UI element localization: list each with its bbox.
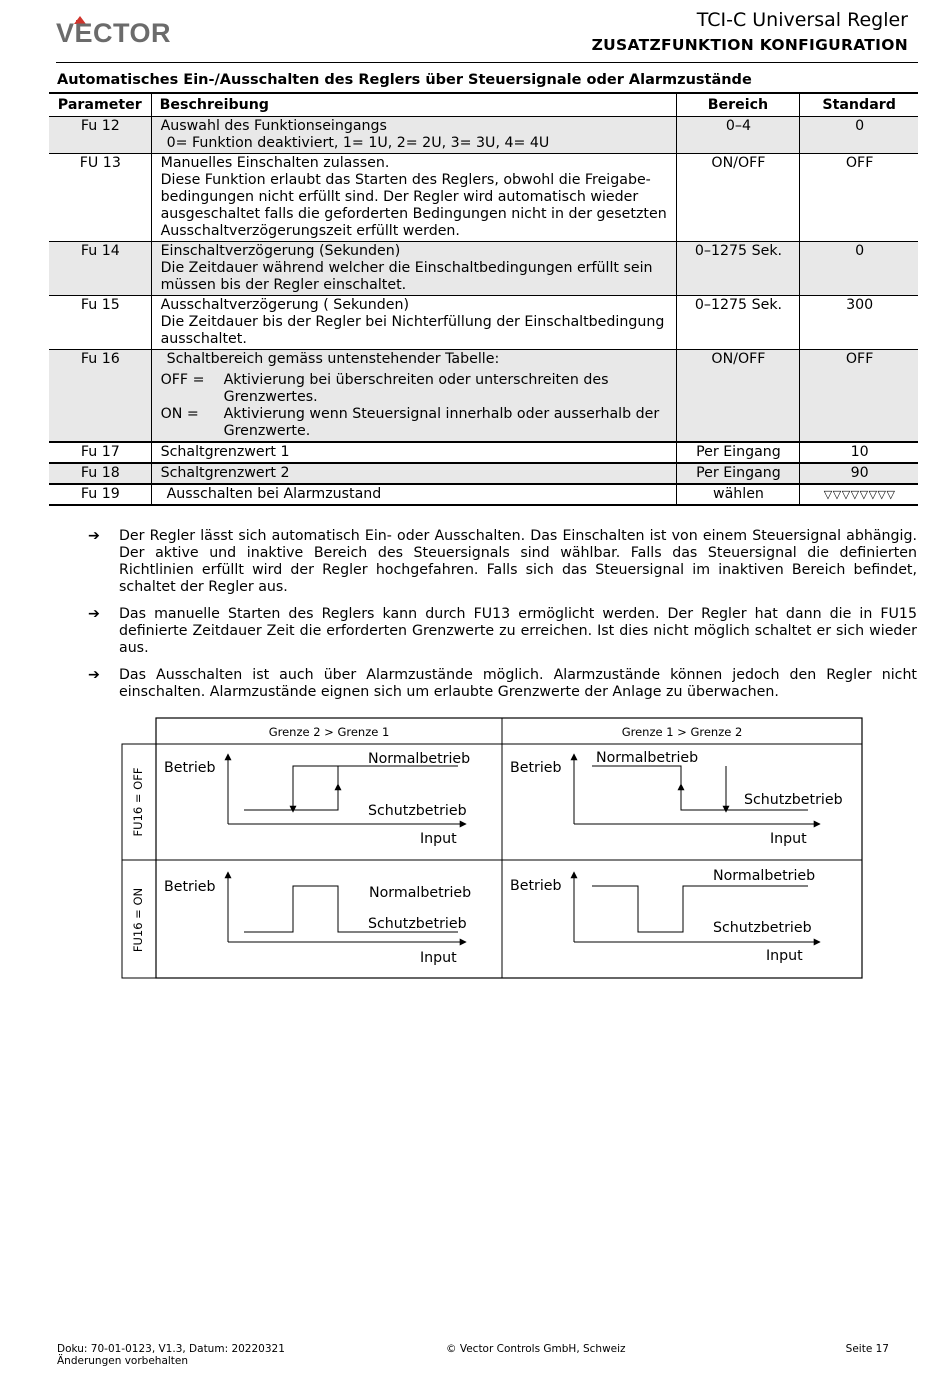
footer-changes: Änderungen vorbehalten <box>57 1355 189 1367</box>
option-key: OFF = <box>160 372 205 388</box>
parameter-table <box>49 92 918 506</box>
param-id: Fu 17 <box>49 442 151 463</box>
param-description <box>151 484 676 505</box>
arrow-icon: ➔ <box>88 606 100 622</box>
param-range: ON/OFF <box>676 154 800 242</box>
table-header-row <box>49 93 918 117</box>
arrow-icon: ➔ <box>88 528 100 544</box>
schutz-label: Schutzbetrieb <box>744 792 843 808</box>
param-range: 0–1275 Sek. <box>676 242 800 296</box>
param-default: ▽▽▽▽▽▽▽▽ <box>800 484 918 505</box>
param-range: 0–4 <box>676 117 800 154</box>
param-description <box>151 117 676 154</box>
schutz-label: Schutzbetrieb <box>713 920 812 936</box>
normal-label: Normalbetrieb <box>369 885 472 901</box>
document-subtitle: ZUSATZFUNKTION KONFIGURATION <box>591 36 908 54</box>
param-id: Fu 16 <box>49 350 151 443</box>
description-line: Einschaltverzögerung (Sekunden) <box>160 243 401 259</box>
input-label: Input <box>420 831 457 847</box>
param-id: FU 13 <box>49 154 151 242</box>
section-heading: Automatisches Ein-/Ausschalten des Reglers über Steuersignale oder Alarmzustände <box>57 72 752 88</box>
bullet-paragraph <box>88 606 917 657</box>
param-id: Fu 12 <box>49 117 151 154</box>
description-line: Ausschaltverzögerung ( Sekunden) <box>160 297 410 313</box>
arrow-icon: ➔ <box>88 667 100 683</box>
description-line: Ausschalten bei Alarmzustand <box>166 486 382 502</box>
description-line: Manuelles Einschalten zulassen. <box>160 155 390 171</box>
param-description: Schaltgrenzwert 2 <box>151 463 676 484</box>
param-range: ON/OFF <box>676 350 800 443</box>
param-description: Schaltgrenzwert 1 <box>151 442 676 463</box>
footer-doc: Doku: 70-01-0123, V1.3, Datum: 20220321 <box>57 1343 285 1355</box>
normal-label: Normalbetrieb <box>596 750 699 766</box>
description-line: Die Zeitdauer während welcher die Einschaltbedingungen erfüllt sein müssen bis der Regler einschaltet. <box>160 260 653 293</box>
param-id: Fu 14 <box>49 242 151 296</box>
description-line: Die Zeitdauer bis der Regler bei Nichterfüllung der Einschaltbedingung ausschaltet. <box>160 314 665 347</box>
param-id: Fu 15 <box>49 296 151 350</box>
column-header-default: Standard <box>800 93 918 117</box>
betrieb-label: Betrieb <box>510 760 562 776</box>
param-default: OFF <box>800 154 918 242</box>
bullet-text: Das Ausschalten ist auch über Alarmzustände möglich. Alarmzustände können jedoch den Regler nicht einschalten. Alarmzustände eignen sich um erlaubte Grenzwerte der Anlage zu überwachen. <box>119 667 917 700</box>
input-label: Input <box>420 950 457 966</box>
logo-text: VECTOR <box>56 18 172 48</box>
bullet-text: Der Regler lässt sich automatisch Ein- oder Ausschalten. Das Einschalten ist von einem Steuersignal abhängig. Der aktive und inaktive Bereich des Steuersignals sind wählbar. Falls das Steuersignal die definierten Richtlinien erfüllt wird der Regler hochgefahren. Falls sich das Steuersignal im inaktiven Bereich befindet, schaltet der Regler aus. <box>119 528 917 595</box>
option-text: Aktivierung wenn Steuersignal innerhalb oder ausserhalb der Grenzwerte. <box>223 406 660 439</box>
column-header-range: Bereich <box>676 93 800 117</box>
param-default: 0 <box>800 117 918 154</box>
header-divider <box>56 62 918 63</box>
diagram-frame <box>156 718 862 978</box>
bullet-paragraph <box>88 667 917 701</box>
input-label: Input <box>766 948 803 964</box>
footer-copyright: © Vector Controls GmbH, Schweiz <box>446 1343 626 1355</box>
table-row <box>49 463 918 484</box>
param-description <box>151 242 676 296</box>
param-description <box>151 296 676 350</box>
row-header: FU16 = OFF <box>131 767 145 837</box>
table-row <box>49 296 918 350</box>
schutz-label: Schutzbetrieb <box>368 803 467 819</box>
table-row <box>49 242 918 296</box>
column-header-description: Beschreibung <box>151 93 676 117</box>
bullet-paragraph <box>88 528 917 596</box>
table-row <box>49 350 918 443</box>
option-text: Aktivierung bei überschreiten oder unterschreiten des Grenzwertes. <box>223 372 609 405</box>
footer-page-number: Seite 17 <box>845 1343 889 1355</box>
betrieb-label: Betrieb <box>164 760 216 776</box>
column-header: Grenze 2 > Grenze 1 <box>268 725 390 739</box>
table-row <box>49 154 918 242</box>
switching-diagram <box>118 714 866 982</box>
param-default: 0 <box>800 242 918 296</box>
description-line: 0= Funktion deaktiviert, 1= 1U, 2= 2U, 3= 3U, 4= 4U <box>166 135 550 151</box>
param-range: 0–1275 Sek. <box>676 296 800 350</box>
description-line: Schaltbereich gemäss untenstehender Tabelle: <box>166 351 500 367</box>
betrieb-label: Betrieb <box>510 878 562 894</box>
option-on <box>161 406 668 440</box>
param-id: Fu 19 <box>49 484 151 505</box>
option-key: ON = <box>160 406 199 422</box>
description-line: Diese Funktion erlaubt das Starten des Reglers, obwohl die Freigabe-bedingungen nicht erfüllt sind. Der Regler wird automatisch wieder ausgeschaltet falls die geforderten Bedingungen nicht in der gesetzten Ausschaltverzögerungszeit erfüllt werden. <box>160 172 667 239</box>
description-line: Auswahl des Funktionseingangs <box>160 118 387 134</box>
param-range: Per Eingang <box>676 463 800 484</box>
table-row <box>49 442 918 463</box>
option-off <box>161 372 668 406</box>
bullet-text: Das manuelle Starten des Reglers kann durch FU13 ermöglicht werden. Der Regler hat dann die in FU15 definierte Zeitdauer Zeit die erforderten Grenzwerte zu erreichen. Ist dies nicht möglich schaltet er sich wieder aus. <box>119 606 917 656</box>
param-default: 300 <box>800 296 918 350</box>
table-row <box>49 117 918 154</box>
param-id: Fu 18 <box>49 463 151 484</box>
param-range: Per Eingang <box>676 442 800 463</box>
param-description <box>151 154 676 242</box>
footer-doc-info <box>57 1343 285 1367</box>
param-default: 10 <box>800 442 918 463</box>
input-label: Input <box>770 831 807 847</box>
column-header-parameter: Parameter <box>49 93 151 117</box>
column-header: Grenze 1 > Grenze 2 <box>621 725 743 739</box>
param-default: 90 <box>800 463 918 484</box>
param-description <box>151 350 676 443</box>
signal-line <box>293 766 380 810</box>
normal-label: Normalbetrieb <box>368 751 471 767</box>
row-header: FU16 = ON <box>131 887 145 953</box>
document-title: TCI-C Universal Regler <box>696 9 908 31</box>
param-range: wählen <box>676 484 800 505</box>
param-default: OFF <box>800 350 918 443</box>
table-row <box>49 484 918 505</box>
schutz-label: Schutzbetrieb <box>368 916 467 932</box>
betrieb-label: Betrieb <box>164 879 216 895</box>
normal-label: Normalbetrieb <box>713 868 816 884</box>
